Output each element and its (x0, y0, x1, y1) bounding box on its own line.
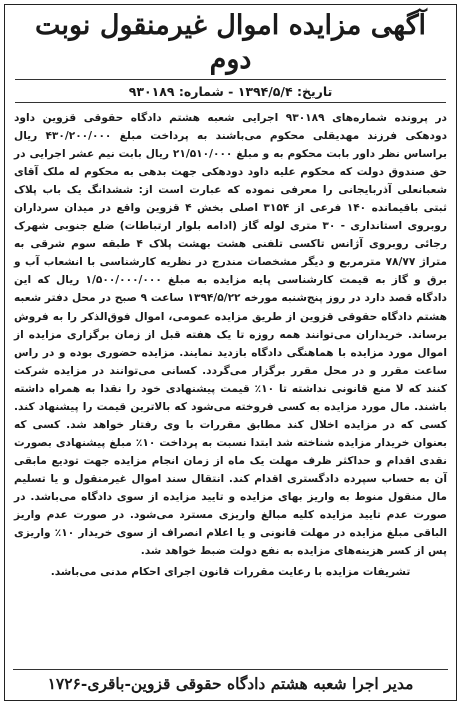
notice-date-number: تاریخ: ۱۳۹۴/۵/۴ - شماره: ۹۳۰۱۸۹ (15, 82, 446, 103)
notice-body: در پرونده شماره‌های ۹۳۰۱۸۹ اجرایی شعبه هشتم دادگاه حقوقی قزوین داود دودهکی فرزند مهدیقلی محکوم می‌باشند به پرداخت مبلغ ۴۳۰/۲۰۰/۰۰۰ ریال براساس نظر داور بابت محکوم به و مبلغ ۲۱/۵۱۰/۰۰۰ ریال بابت نیم عشر اجرایی در حق صندوق دولت که محکوم علیه داود دودهکی جهت بدهی به محکوم له ملک آقای شعبانعلی آذربایجانی را معرفی نموده که عبارت است از: ششدانگ یک باب پلاک ثبتی باقیمانده ۱۴۰ فرعی از ۳۱۵۴ اصلی بخش ۴ قزوین واقع در میدان سرداران روبروی استانداری - ۳۰ متری لوله گاز (ادامه بلوار ارتباطات) ضلع جنوبی شهرک رجائی روبروی آژانس تاکسی تلفنی هشت بهشت پلاک ۴ طبقه سوم شرقی به متراژ ۷۸/۷۷ مترمربع و دیگر مشخصات مندرج در نظریه کارشناسی با انشعاب آب و برق و گاز به قیمت کارشناسی پایه مزایده به مبلغ ۱/۵۰۰/۰۰۰/۰۰۰ ریال که این دادگاه قصد دارد در روز پنج‌شنبه مورخه ۱۳۹۴/۵/۲۲ ساعت ۹ صبح در محل دفتر شعبه هشتم دادگاه حقوقی قزوین از طریق مزایده عمومی، اموال فوق‌الذکر را به فروش برساند. خریداران می‌توانند همه روزه تا یک هفته قبل از زمان برگزاری مزایده از اموال مورد مزایده با هماهنگی دادگاه بازدید نمایند. مزایده حضوری بوده و در راس ساعت مقرر و در محل مقرر برگزار می‌گردد. کسانی می‌توانند در مزایده شرکت کنند که لا منع قانونی نداشته تا ۱۰٪ قیمت پیشنهادی خود را نقدا به همراه داشته باشند. مال مورد مزایده به کسی فروخته می‌شود که بالاترین قیمت را پیشنهاد کند. کسی که در مزایده اخلال کند مطابق مقررات با وی رفتار خواهد شد. کسی که بعنوان خریدار مزایده شناخته شد ابتدا نسبت به پرداخت ۱۰٪ مبلغ پیشنهادی بصورت نقدی اقدام و حداکثر ظرف مهلت یک ماه از زمان انجام مزایده جهت تودیع مابقی آن به حساب سپرده دادگستری اقدام کند. انتقال سند اموال غیرمنقول و یا تسلیم مال منقول منوط به واریز بهای مزایده و تایید مزایده از سوی دادگاه می‌باشد. در صورت عدم تایید مزایده کلیه مبالغ واریزی مسترد می‌شود. در صورت عدم واریز الباقی مبلغ مزایده در مهلت قانونی و یا اعلام انصراف از سوی خریدار ۱۰٪ واریزی پس از کسر هزینه‌های مزایده به نفع دولت ضبط خواهد شد. (14, 112, 447, 558)
notice-title: آگهی مزایده اموال غیرمنقول نوبت دوم (15, 9, 446, 80)
notice-frame (4, 4, 457, 701)
notice-closing: تشریفات مزایده با رعایت مقررات قانون اجرای احکام مدنی می‌باشد. (50, 566, 411, 579)
notice-signature: مدیر اجرا شعبه هشتم دادگاه حقوقی قزوین-باقری-۱۷۲۶ (13, 669, 448, 694)
